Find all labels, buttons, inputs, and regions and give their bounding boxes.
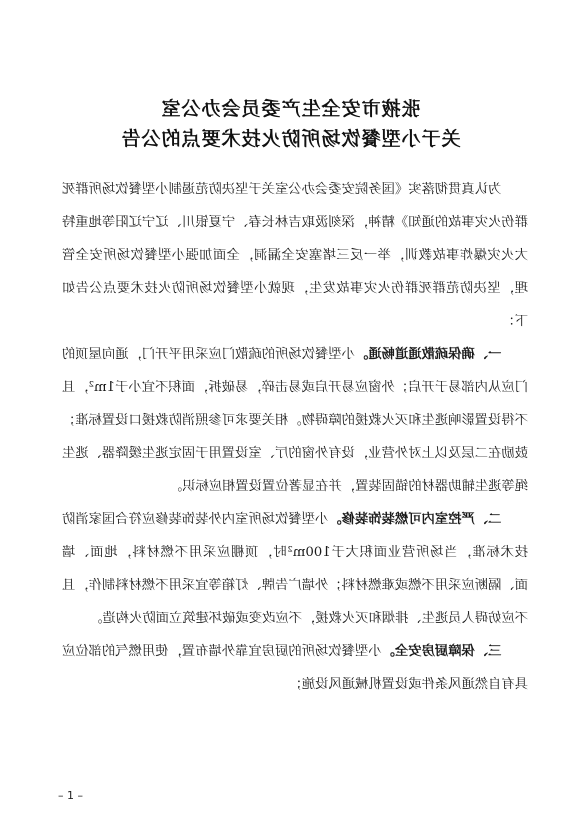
intro-paragraph	[62, 173, 528, 338]
page-number: – 1 –	[58, 789, 83, 802]
section-1-text: 小型餐饮场所的疏散门应采用平开门，通向屋顶的门应从内部易于开启；外窗应易开启或易击碎，易破拆，面积不宜小于1m²，且不得设置影响逃生和灭火救援的障碍物。相关要求可参照消防救援口设置标准；鼓励在二层及以上对外营业，设有外窗的厅、室设置用于固定逃生缓降器、逃生绳等逃生辅助器材的锚固装置，并在显著位置设置相应标识。	[61, 347, 528, 494]
section-2-heading: 二、严控室内可燃装饰装修。	[328, 512, 502, 527]
section-3-paragraph	[62, 635, 528, 701]
section-3-text: 小型餐饮场所的厨房宜靠外墙布置，使用燃气的部位应具有自然通风条件或设置机械通风设施；	[62, 644, 528, 692]
section-2-text: 小型餐饮场所室内外装饰装修应符合国家消防技术标准，当场所营业面积大于100m²时，顶棚应采用不燃材料，地面、墙面、隔断应采用不燃或难燃材料；外墙广告牌、灯箱等宜采用不燃材料制作，且不应妨碍人员逃生、排烟和灭火救援，不应改变或破坏建筑立面防火构造。	[61, 512, 528, 626]
section-3-heading: 三、保障厨房安全。	[381, 644, 502, 659]
section-1-heading: 一、确保疏散通道畅通。	[354, 347, 502, 362]
document-title-line-2: 关于小型餐饮场所防火技术要点的公告	[120, 128, 461, 150]
section-1-paragraph	[62, 338, 528, 503]
section-2-paragraph	[62, 503, 528, 635]
intro-text: 为认真贯彻落实《国务院安委会办公室关于坚决防范遏制小型餐饮场所群死群伤火灾事故的通知》精神，深刻汲取吉林长春、宁夏银川、辽宁辽阳等地重特大火灾爆炸事故教训，举一反三堵塞安全漏洞，全面加强小型餐饮场所安全管理，坚决防范群死群伤火灾事故发生，现就小型餐饮场所防火技术要点公告如下：	[62, 182, 528, 329]
document-body	[62, 173, 528, 701]
document-title-line-1: 张掖市安全生产委员会办公室	[160, 98, 421, 120]
